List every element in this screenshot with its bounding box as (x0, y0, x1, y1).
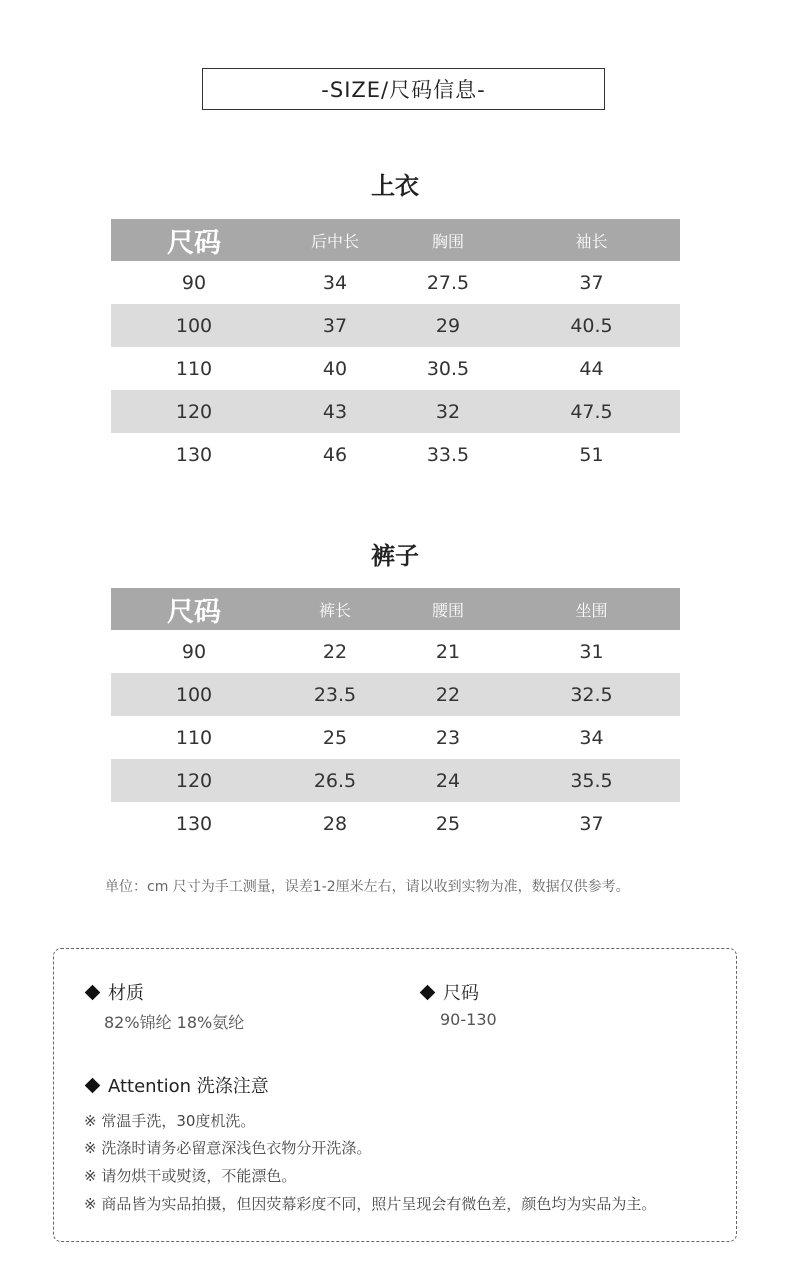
table-cell: 25 (322, 726, 348, 749)
table-cell: 37 (579, 271, 604, 294)
table-cell: 110 (175, 726, 213, 749)
measurement-note: 单位：cm 尺寸为手工测量，误差1-2厘米左右，请以收到实物为准，数据仅供参考。 (105, 879, 630, 895)
table-cell: 33.5 (426, 443, 470, 466)
attention-heading (84, 1072, 269, 1098)
care-instruction: ※ 洗涤时请务必留意深浅色衣物分开洗涤。 (84, 1139, 372, 1157)
table-cell: 28 (322, 812, 348, 835)
column-header-size: 尺码 (111, 219, 277, 261)
table-row (111, 304, 680, 347)
table-cell: 110 (175, 357, 213, 380)
diamond-bullet-icon (85, 984, 101, 1000)
diamond-bullet-icon (420, 984, 436, 1000)
care-instruction: ※ 常温手洗，30度机洗。 (84, 1112, 256, 1130)
table-cell: 23 (435, 726, 461, 749)
table-cell: 23.5 (277, 673, 393, 716)
table-cell: 22 (393, 673, 503, 716)
table-cell: 32.5 (503, 673, 680, 716)
table-cell: 130 (175, 812, 213, 835)
table-cell: 37 (277, 304, 393, 347)
size-range-value: 90-130 (440, 1010, 497, 1029)
table-cell: 37 (579, 812, 604, 835)
size-heading (419, 979, 479, 1005)
column-header-back-length: 后中长 (277, 219, 393, 261)
table-cell: 51 (579, 443, 604, 466)
table-cell: 47.5 (503, 390, 680, 433)
size-label: 尺码 (443, 983, 479, 1004)
column-header-waist: 腰围 (393, 588, 503, 630)
table-row (111, 716, 680, 759)
table-cell: 100 (111, 304, 277, 347)
column-header-size: 尺码 (111, 588, 277, 630)
table-cell: 25 (435, 812, 461, 835)
table-cell: 27.5 (426, 271, 470, 294)
table-row (111, 673, 680, 716)
table-row (111, 433, 680, 476)
table-cell: 34 (579, 726, 604, 749)
table-cell: 31 (579, 640, 604, 663)
table-row (111, 261, 680, 304)
column-header-pants-length: 裤长 (277, 588, 393, 630)
table-cell: 40.5 (503, 304, 680, 347)
table-cell: 24 (393, 759, 503, 802)
table-cell: 90 (181, 271, 207, 294)
table-cell: 21 (435, 640, 461, 663)
table-cell: 120 (111, 759, 277, 802)
table-row (111, 759, 680, 802)
pants-size-table (111, 588, 680, 845)
care-instruction: ※ 商品皆为实品拍摄，但因荧幕彩度不同，照片呈现会有微色差，颜色均为实品为主。 (84, 1195, 657, 1213)
material-label: 材质 (108, 983, 144, 1004)
table-cell: 40 (322, 357, 348, 380)
table-row (111, 390, 680, 433)
table-cell: 100 (111, 673, 277, 716)
column-header-hip: 坐围 (503, 588, 680, 630)
size-info-title: -SIZE/尺码信息- (202, 68, 605, 110)
table-cell: 120 (111, 390, 277, 433)
table-row (111, 802, 680, 845)
table-cell: 30.5 (426, 357, 470, 380)
table-header-row (111, 219, 680, 261)
tops-section-title: 上衣 (371, 172, 419, 200)
care-instruction: ※ 请勿烘干或熨烫，不能漂色。 (84, 1167, 297, 1185)
tops-size-table (111, 219, 680, 476)
table-cell: 90 (181, 640, 207, 663)
table-cell: 43 (277, 390, 393, 433)
table-row (111, 347, 680, 390)
table-cell: 32 (393, 390, 503, 433)
material-value: 82%锦纶 18%氨纶 (104, 1013, 245, 1032)
material-heading (84, 979, 144, 1005)
table-cell: 29 (393, 304, 503, 347)
product-info-box (53, 948, 737, 1242)
table-cell: 22 (322, 640, 348, 663)
attention-label: Attention 洗涤注意 (108, 1076, 269, 1097)
table-cell: 130 (175, 443, 213, 466)
pants-section-title: 裤子 (371, 542, 419, 570)
column-header-chest: 胸围 (393, 219, 503, 261)
table-cell: 46 (322, 443, 348, 466)
table-cell: 35.5 (503, 759, 680, 802)
diamond-bullet-icon (85, 1077, 101, 1093)
table-header-row (111, 588, 680, 630)
table-row (111, 630, 680, 673)
column-header-sleeve-length: 袖长 (503, 219, 680, 261)
table-cell: 26.5 (277, 759, 393, 802)
table-cell: 44 (579, 357, 604, 380)
table-cell: 34 (322, 271, 348, 294)
